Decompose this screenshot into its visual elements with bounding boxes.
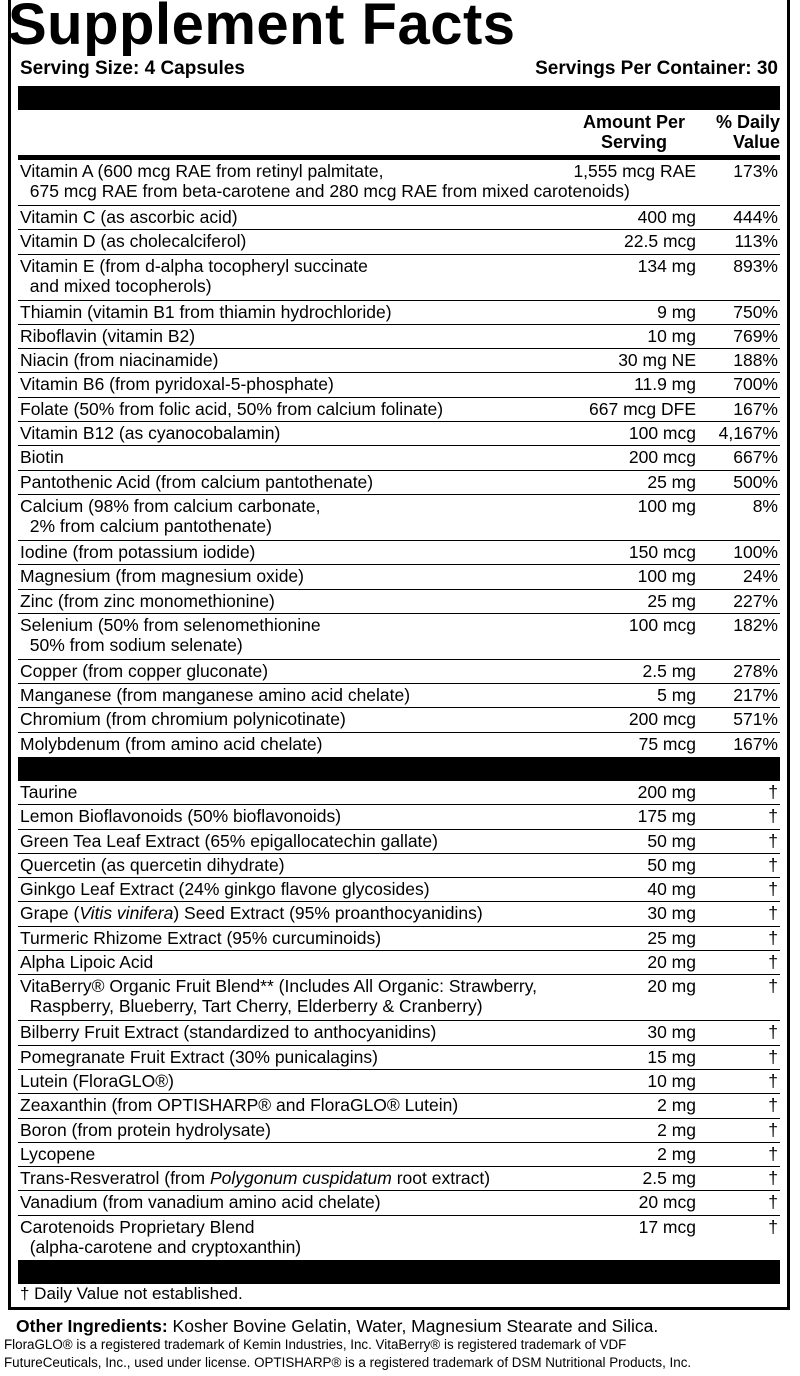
amount-per-serving: 25 mg	[647, 927, 696, 948]
daily-value: 700%	[733, 374, 778, 395]
dv-column-header	[704, 112, 780, 152]
amount-per-serving: 22.5 mcg	[624, 231, 696, 252]
daily-value: 500%	[733, 471, 778, 492]
amount-per-serving: 75 mcg	[638, 733, 696, 754]
table-row	[18, 951, 780, 975]
nutrient-name: Vitamin C (as ascorbic acid)	[20, 207, 238, 227]
amount-per-serving: 200 mcg	[628, 709, 696, 730]
nutrient-name: Vitamin D (as cholecalciferol)	[20, 231, 247, 252]
table-row	[18, 230, 780, 254]
table-row	[18, 206, 780, 230]
thick-divider-top	[18, 86, 780, 110]
daily-value: 571%	[733, 709, 778, 730]
daily-value: 188%	[733, 350, 778, 371]
daily-value: †	[768, 927, 778, 948]
nutrient-name: Carotenoids Proprietary Blend (alpha-carotene and cryptoxanthin)	[20, 1216, 302, 1257]
amount-per-serving: 9 mg	[657, 301, 696, 322]
amount-per-serving: 30 mg	[647, 1022, 696, 1043]
thick-divider-middle	[18, 757, 780, 781]
table-row	[18, 565, 780, 589]
nutrient-name: Ginkgo Leaf Extract (24% ginkgo flavone glycosides)	[20, 879, 430, 900]
daily-value: †	[768, 806, 778, 827]
daily-value: 167%	[733, 398, 778, 419]
daily-value: 173%	[733, 161, 778, 181]
daily-value: 750%	[733, 301, 778, 322]
amount-per-serving: 25 mg	[647, 471, 696, 492]
daily-value: 8%	[752, 495, 778, 516]
amount-per-serving: 50 mg	[647, 854, 696, 875]
nutrient-name: Lycopene	[20, 1143, 96, 1164]
servings-per-container: Servings Per Container: 30	[535, 58, 778, 79]
nutrient-name: Iodine (from potassium iodide)	[20, 541, 256, 562]
daily-value: †	[768, 1070, 778, 1091]
amount-per-serving: 667 mcg DFE	[589, 398, 696, 419]
table-row	[18, 1070, 780, 1094]
table-row	[18, 927, 780, 951]
daily-value: †	[768, 782, 778, 802]
table-row	[18, 660, 780, 684]
table-row	[18, 446, 780, 470]
daily-value: 893%	[733, 255, 778, 276]
amount-per-serving: 11.9 mg	[634, 374, 696, 395]
amount-header-line2: Serving	[600, 132, 668, 152]
daily-value: †	[768, 1022, 778, 1043]
table-row	[18, 590, 780, 614]
amount-per-serving: 2.5 mg	[642, 660, 696, 681]
amount-per-serving: 2 mg	[657, 1143, 696, 1164]
table-row	[18, 1119, 780, 1143]
nutrient-name: Selenium (50% from selenomethionine 50% from sodium selenate)	[20, 614, 321, 655]
daily-value: 769%	[733, 325, 778, 346]
amount-per-serving: 5 mg	[657, 685, 696, 706]
daily-value: 167%	[733, 733, 778, 754]
daily-value: 113%	[734, 231, 778, 252]
amount-per-serving: 15 mg	[647, 1046, 696, 1067]
daily-value: 444%	[733, 207, 778, 227]
nutrient-name: Zinc (from zinc monomethionine)	[20, 590, 275, 611]
nutrient-name: VitaBerry® Organic Fruit Blend** (Includes All Organic: Strawberry, Raspberry, Blueberry, Tart Cherry, Elderberry & Cranberry)	[20, 976, 538, 1017]
table-row	[18, 830, 780, 854]
amount-per-serving: 17 mcg	[638, 1216, 696, 1237]
nutrient-name: Alpha Lipoic Acid	[20, 952, 154, 973]
daily-value: 227%	[733, 590, 778, 611]
table-row	[18, 975, 780, 1021]
daily-value: 100%	[733, 541, 778, 562]
amount-per-serving: 40 mg	[647, 879, 696, 900]
amount-per-serving: 1,555 mcg RAE	[573, 161, 696, 181]
amount-per-serving: 200 mg	[637, 782, 696, 802]
vitamin-table	[18, 160, 780, 757]
other-ingredients-table	[18, 781, 780, 1262]
table-row	[18, 541, 780, 565]
nutrient-name: Turmeric Rhizome Extract (95% curcuminoids)	[20, 927, 382, 948]
nutrient-name: Biotin	[20, 447, 64, 468]
daily-value: †	[768, 1168, 778, 1189]
nutrient-name: Calcium (98% from calcium carbonate, 2% from calcium pantothenate)	[20, 495, 321, 536]
table-row	[18, 301, 780, 325]
table-row	[18, 471, 780, 495]
daily-value: 667%	[733, 447, 778, 468]
amount-per-serving: 20 mg	[647, 976, 696, 997]
nutrient-name: Copper (from copper gluconate)	[20, 660, 269, 681]
nutrient-name: Thiamin (vitamin B1 from thiamin hydrochloride)	[20, 301, 392, 322]
daily-value: †	[768, 1192, 778, 1213]
table-row	[18, 325, 780, 349]
amount-per-serving: 100 mg	[637, 566, 696, 587]
table-row	[18, 878, 780, 902]
daily-value: 24%	[742, 566, 778, 587]
amount-per-serving: 10 mg	[647, 1070, 696, 1091]
nutrient-name: Folate (50% from folic acid, 50% from calcium folinate)	[20, 398, 444, 419]
table-row	[18, 781, 780, 805]
amount-per-serving: 175 mg	[637, 806, 696, 827]
nutrient-name: Manganese (from manganese amino acid chelate)	[20, 685, 411, 706]
other-ingredients	[16, 1316, 658, 1337]
amount-per-serving: 30 mg NE	[618, 350, 696, 371]
table-row	[18, 1021, 780, 1045]
table-row	[18, 373, 780, 397]
dv-header-line2: Value	[732, 132, 780, 152]
amount-per-serving: 10 mg	[647, 325, 696, 346]
table-row	[18, 684, 780, 708]
amount-column-header	[572, 112, 696, 152]
amount-per-serving: 2.5 mg	[642, 1168, 696, 1189]
nutrient-name: Bilberry Fruit Extract (standardized to anthocyanidins)	[20, 1022, 437, 1043]
nutrient-name: Vanadium (from vanadium amino acid chelate)	[20, 1192, 381, 1213]
nutrient-name: Boron (from protein hydrolysate)	[20, 1119, 271, 1140]
table-row	[18, 422, 780, 446]
amount-per-serving: 100 mcg	[628, 614, 696, 635]
nutrient-name: Lutein (FloraGLO®)	[20, 1070, 174, 1091]
daily-value: 217%	[733, 685, 778, 706]
daily-value: †	[768, 1216, 778, 1237]
trademark-notice	[4, 1336, 796, 1372]
amount-per-serving: 100 mg	[637, 495, 696, 516]
amount-per-serving: 134 mg	[637, 255, 696, 276]
table-row	[18, 733, 780, 757]
other-ingredients-label: Other Ingredients:	[16, 1316, 168, 1336]
nutrient-name: Pantothenic Acid (from calcium pantothenate)	[20, 471, 374, 492]
amount-per-serving: 100 mcg	[628, 423, 696, 444]
nutrient-name: Vitamin A (600 mcg RAE from retinyl palmitate, 675 mcg RAE from beta-carotene and 280 mcg RAE from mixed carotenoids)	[20, 161, 630, 201]
amount-per-serving: 50 mg	[647, 830, 696, 851]
daily-value: †	[768, 903, 778, 924]
nutrient-name: Lemon Bioflavonoids (50% bioflavonoids)	[20, 806, 342, 827]
nutrient-name: Vitamin B12 (as cyanocobalamin)	[20, 423, 281, 444]
nutrient-name: Riboflavin (vitamin B2)	[20, 325, 196, 346]
table-row	[18, 1167, 780, 1191]
table-row	[18, 805, 780, 829]
daily-value: †	[768, 854, 778, 875]
daily-value: †	[768, 976, 778, 997]
table-row	[18, 1094, 780, 1118]
nutrient-name: Quercetin (as quercetin dihydrate)	[20, 854, 285, 875]
trademark-line-2: FutureCeuticals, Inc., used under license. OPTISHARP® is a registered trademark of DSM Nutritional Products, Inc.	[4, 1355, 692, 1370]
daily-value: 4,167%	[718, 423, 778, 444]
amount-per-serving: 400 mg	[637, 207, 696, 227]
nutrient-name: Zeaxanthin (from OPTISHARP® and FloraGLO® Lutein)	[20, 1095, 459, 1116]
table-row	[18, 614, 780, 660]
amount-per-serving: 20 mg	[647, 952, 696, 973]
nutrient-name: Pomegranate Fruit Extract (30% punicalagins)	[20, 1046, 378, 1067]
table-row	[18, 854, 780, 878]
amount-per-serving: 2 mg	[657, 1119, 696, 1140]
table-row	[18, 708, 780, 732]
dv-footnote: † Daily Value not established.	[20, 1284, 243, 1303]
amount-per-serving: 20 mcg	[638, 1192, 696, 1213]
nutrient-name: Molybdenum (from amino acid chelate)	[20, 733, 323, 754]
dv-header-line1: % Daily	[715, 112, 780, 132]
daily-value: 182%	[733, 614, 778, 635]
nutrient-name: Niacin (from niacinamide)	[20, 350, 219, 371]
table-row	[18, 398, 780, 422]
daily-value: 278%	[733, 660, 778, 681]
nutrient-name: Vitamin E (from d-alpha tocopheryl succinate and mixed tocopherols)	[20, 255, 368, 296]
amount-header-line1: Amount Per	[582, 112, 685, 132]
nutrient-name: Green Tea Leaf Extract (65% epigallocatechin gallate)	[20, 830, 438, 851]
nutrient-name: Trans-Resveratrol (from Polygonum cuspidatum root extract)	[20, 1168, 491, 1189]
panel-title: Supplement Facts	[8, 0, 516, 57]
nutrient-name: Grape (Vitis vinifera) Seed Extract (95% proanthocyanidins)	[20, 903, 483, 924]
daily-value: †	[768, 830, 778, 851]
table-row	[18, 1191, 780, 1215]
nutrient-name: Vitamin B6 (from pyridoxal-5-phosphate)	[20, 374, 334, 395]
amount-per-serving: 200 mcg	[628, 447, 696, 468]
nutrient-name: Magnesium (from magnesium oxide)	[20, 566, 304, 587]
nutrient-name: Taurine	[20, 782, 78, 802]
table-row	[18, 349, 780, 373]
daily-value: †	[768, 879, 778, 900]
table-row	[18, 1216, 780, 1262]
amount-per-serving: 150 mcg	[628, 541, 696, 562]
botanical-name: Vitis vinifera	[79, 903, 174, 924]
daily-value: †	[768, 1046, 778, 1067]
table-row	[18, 160, 780, 206]
nutrient-name: Chromium (from chromium polynicotinate)	[20, 709, 346, 730]
thick-divider-bottom	[18, 1260, 780, 1284]
daily-value: †	[768, 1143, 778, 1164]
serving-size: Serving Size: 4 Capsules	[20, 58, 245, 79]
table-row	[18, 1143, 780, 1167]
trademark-line-1: FloraGLO® is a registered trademark of Kemin Industries, Inc. VitaBerry® is registered trademark of VDF	[4, 1337, 627, 1352]
amount-per-serving: 30 mg	[647, 903, 696, 924]
table-row	[18, 902, 780, 926]
amount-per-serving: 25 mg	[647, 590, 696, 611]
other-ingredients-text: Kosher Bovine Gelatin, Water, Magnesium Stearate and Silica.	[167, 1316, 659, 1336]
botanical-name: Polygonum cuspidatum	[209, 1168, 392, 1189]
daily-value: †	[768, 1119, 778, 1140]
table-row	[18, 495, 780, 541]
daily-value: †	[768, 1095, 778, 1116]
table-row	[18, 1046, 780, 1070]
daily-value: †	[768, 952, 778, 973]
table-row	[18, 255, 780, 301]
amount-per-serving: 2 mg	[657, 1095, 696, 1116]
